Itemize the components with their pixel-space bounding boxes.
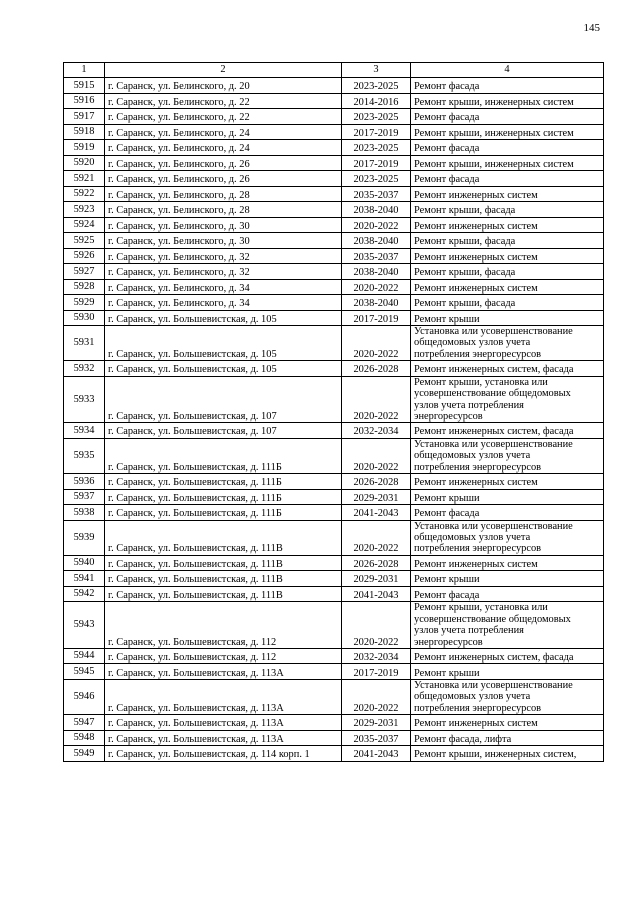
address-cell: г. Саранск, ул. Большевистская, д. 105: [105, 326, 342, 361]
address-cell: г. Саранск, ул. Большевистская, д. 111В: [105, 555, 342, 571]
work-type-cell: Ремонт инженерных систем: [411, 715, 604, 731]
period-cell: 2029-2031: [342, 715, 411, 731]
work-type-cell: Ремонт крыши, установка или усовершенствование общедомовых узлов учета потребления энергоресурсов: [411, 602, 604, 649]
work-type-cell: Ремонт крыши, установка или усовершенствование общедомовых узлов учета потребления энергоресурсов: [411, 376, 604, 423]
work-type-cell: Ремонт фасада: [411, 171, 604, 187]
address-cell: г. Саранск, ул. Большевистская, д. 111В: [105, 571, 342, 587]
row-number: 5919: [64, 140, 105, 156]
row-number: 5949: [64, 746, 105, 762]
row-number: 5922: [64, 186, 105, 202]
address-cell: г. Саранск, ул. Большевистская, д. 111Б: [105, 474, 342, 490]
capital-repair-table: [63, 62, 604, 762]
row-number: 5923: [64, 202, 105, 218]
row-number: 5941: [64, 571, 105, 587]
address-cell: г. Саранск, ул. Белинского, д. 26: [105, 155, 342, 171]
work-type-cell: Ремонт фасада, лифта: [411, 730, 604, 746]
address-cell: г. Саранск, ул. Большевистская, д. 105: [105, 310, 342, 326]
table-row: [64, 279, 604, 295]
period-cell: 2026-2028: [342, 555, 411, 571]
table-row: [64, 438, 604, 473]
period-cell: 2041-2043: [342, 505, 411, 521]
address-cell: г. Саранск, ул. Большевистская, д. 107: [105, 376, 342, 423]
address-cell: г. Саранск, ул. Большевистская, д. 112: [105, 602, 342, 649]
work-type-cell: Ремонт инженерных систем, фасада: [411, 648, 604, 664]
table-row: [64, 171, 604, 187]
period-cell: 2020-2022: [342, 602, 411, 649]
table-row: [64, 648, 604, 664]
period-cell: 2023-2025: [342, 171, 411, 187]
page-number: 145: [583, 22, 600, 34]
row-number: 5916: [64, 93, 105, 109]
address-cell: г. Саранск, ул. Большевистская, д. 111В: [105, 520, 342, 555]
table-row: [64, 202, 604, 218]
work-type-cell: Ремонт инженерных систем, фасада: [411, 423, 604, 439]
row-number: 5933: [64, 376, 105, 423]
header-col-4: 4: [411, 63, 604, 78]
table-row: [64, 571, 604, 587]
work-type-cell: Ремонт инженерных систем: [411, 248, 604, 264]
table-row: [64, 586, 604, 602]
table-row: [64, 520, 604, 555]
row-number: 5915: [64, 78, 105, 94]
work-type-cell: Ремонт инженерных систем: [411, 186, 604, 202]
period-cell: 2023-2025: [342, 78, 411, 94]
table-row: [64, 248, 604, 264]
address-cell: г. Саранск, ул. Большевистская, д. 113А: [105, 679, 342, 714]
row-number: 5940: [64, 555, 105, 571]
row-number: 5945: [64, 664, 105, 680]
row-number: 5936: [64, 474, 105, 490]
row-number: 5921: [64, 171, 105, 187]
work-type-cell: Ремонт крыши, инженерных систем: [411, 124, 604, 140]
work-type-cell: Ремонт фасада: [411, 505, 604, 521]
address-cell: г. Саранск, ул. Большевистская, д. 114 корп. 1: [105, 746, 342, 762]
row-number: 5946: [64, 679, 105, 714]
period-cell: 2041-2043: [342, 746, 411, 762]
table-row: [64, 93, 604, 109]
period-cell: 2020-2022: [342, 679, 411, 714]
work-type-cell: Ремонт крыши: [411, 310, 604, 326]
work-type-cell: Ремонт крыши, инженерных систем,: [411, 746, 604, 762]
table-row: [64, 155, 604, 171]
work-type-cell: Ремонт крыши, инженерных систем: [411, 93, 604, 109]
period-cell: 2038-2040: [342, 202, 411, 218]
table-row: [64, 217, 604, 233]
row-number: 5938: [64, 505, 105, 521]
address-cell: г. Саранск, ул. Белинского, д. 28: [105, 202, 342, 218]
row-number: 5932: [64, 361, 105, 377]
row-number: 5931: [64, 326, 105, 361]
work-type-cell: Ремонт фасада: [411, 140, 604, 156]
header-col-2: 2: [105, 63, 342, 78]
row-number: 5924: [64, 217, 105, 233]
period-cell: 2023-2025: [342, 109, 411, 125]
address-cell: г. Саранск, ул. Белинского, д. 24: [105, 124, 342, 140]
period-cell: 2020-2022: [342, 376, 411, 423]
table-row: [64, 140, 604, 156]
work-type-cell: Ремонт крыши, фасада: [411, 233, 604, 249]
work-type-cell: Ремонт инженерных систем, фасада: [411, 361, 604, 377]
row-number: 5939: [64, 520, 105, 555]
table-row: [64, 602, 604, 649]
period-cell: 2029-2031: [342, 571, 411, 587]
table-row: [64, 505, 604, 521]
work-type-cell: Ремонт крыши, фасада: [411, 202, 604, 218]
address-cell: г. Саранск, ул. Белинского, д. 22: [105, 93, 342, 109]
work-type-cell: Установка или усовершенствование общедомовых узлов учета потребления энергоресурсов: [411, 326, 604, 361]
period-cell: 2017-2019: [342, 664, 411, 680]
table-row: [64, 109, 604, 125]
row-number: 5918: [64, 124, 105, 140]
table-row: [64, 295, 604, 311]
row-number: 5937: [64, 489, 105, 505]
address-cell: г. Саранск, ул. Большевистская, д. 113А: [105, 730, 342, 746]
period-cell: 2017-2019: [342, 124, 411, 140]
row-number: 5944: [64, 648, 105, 664]
table-row: [64, 326, 604, 361]
period-cell: 2026-2028: [342, 474, 411, 490]
row-number: 5935: [64, 438, 105, 473]
address-cell: г. Саранск, ул. Белинского, д. 34: [105, 295, 342, 311]
period-cell: 2032-2034: [342, 423, 411, 439]
period-cell: 2020-2022: [342, 438, 411, 473]
work-type-cell: Ремонт крыши, инженерных систем: [411, 155, 604, 171]
work-type-cell: Ремонт крыши, фасада: [411, 264, 604, 280]
work-type-cell: Ремонт фасада: [411, 109, 604, 125]
address-cell: г. Саранск, ул. Белинского, д. 26: [105, 171, 342, 187]
period-cell: 2035-2037: [342, 186, 411, 202]
table-row: [64, 124, 604, 140]
table-row: [64, 361, 604, 377]
table-row: [64, 376, 604, 423]
work-type-cell: Ремонт фасада: [411, 586, 604, 602]
address-cell: г. Саранск, ул. Большевистская, д. 111Б: [105, 505, 342, 521]
work-type-cell: Установка или усовершенствование общедомовых узлов учета потребления энергоресурсов: [411, 679, 604, 714]
table-row: [64, 233, 604, 249]
address-cell: г. Саранск, ул. Белинского, д. 32: [105, 264, 342, 280]
table-row: [64, 474, 604, 490]
period-cell: 2020-2022: [342, 279, 411, 295]
table-row: [64, 264, 604, 280]
period-cell: 2020-2022: [342, 217, 411, 233]
row-number: 5929: [64, 295, 105, 311]
header-col-3: 3: [342, 63, 411, 78]
header-col-1: 1: [64, 63, 105, 78]
address-cell: г. Саранск, ул. Большевистская, д. 112: [105, 648, 342, 664]
work-type-cell: Установка или усовершенствование общедомовых узлов учета потребления энергоресурсов: [411, 438, 604, 473]
period-cell: 2041-2043: [342, 586, 411, 602]
period-cell: 2017-2019: [342, 155, 411, 171]
work-type-cell: Ремонт крыши: [411, 571, 604, 587]
row-number: 5926: [64, 248, 105, 264]
row-number: 5925: [64, 233, 105, 249]
period-cell: 2023-2025: [342, 140, 411, 156]
period-cell: 2020-2022: [342, 326, 411, 361]
table-row: [64, 78, 604, 94]
period-cell: 2038-2040: [342, 264, 411, 280]
work-type-cell: Ремонт крыши: [411, 489, 604, 505]
row-number: 5927: [64, 264, 105, 280]
period-cell: 2029-2031: [342, 489, 411, 505]
address-cell: г. Саранск, ул. Белинского, д. 22: [105, 109, 342, 125]
address-cell: г. Саранск, ул. Белинского, д. 28: [105, 186, 342, 202]
table-row: [64, 186, 604, 202]
row-number: 5943: [64, 602, 105, 649]
work-type-cell: Ремонт крыши: [411, 664, 604, 680]
work-type-cell: Ремонт фасада: [411, 78, 604, 94]
address-cell: г. Саранск, ул. Белинского, д. 24: [105, 140, 342, 156]
period-cell: 2020-2022: [342, 520, 411, 555]
address-cell: г. Саранск, ул. Большевистская, д. 111Б: [105, 438, 342, 473]
work-type-cell: Ремонт инженерных систем: [411, 217, 604, 233]
table-row: [64, 423, 604, 439]
table-row: [64, 664, 604, 680]
period-cell: 2032-2034: [342, 648, 411, 664]
table-row: [64, 310, 604, 326]
period-cell: 2035-2037: [342, 248, 411, 264]
address-cell: г. Саранск, ул. Большевистская, д. 111Б: [105, 489, 342, 505]
address-cell: г. Саранск, ул. Белинского, д. 30: [105, 233, 342, 249]
period-cell: 2017-2019: [342, 310, 411, 326]
address-cell: г. Саранск, ул. Белинского, д. 34: [105, 279, 342, 295]
address-cell: г. Саранск, ул. Большевистская, д. 107: [105, 423, 342, 439]
table-row: [64, 730, 604, 746]
period-cell: 2035-2037: [342, 730, 411, 746]
row-number: 5930: [64, 310, 105, 326]
period-cell: 2038-2040: [342, 233, 411, 249]
row-number: 5942: [64, 586, 105, 602]
period-cell: 2014-2016: [342, 93, 411, 109]
work-type-cell: Ремонт инженерных систем: [411, 555, 604, 571]
work-type-cell: Ремонт инженерных систем: [411, 279, 604, 295]
table-row: [64, 715, 604, 731]
work-type-cell: Установка или усовершенствование общедомовых узлов учета потребления энергоресурсов: [411, 520, 604, 555]
row-number: 5947: [64, 715, 105, 731]
row-number: 5934: [64, 423, 105, 439]
address-cell: г. Саранск, ул. Белинского, д. 30: [105, 217, 342, 233]
address-cell: г. Саранск, ул. Большевистская, д. 113А: [105, 664, 342, 680]
address-cell: г. Саранск, ул. Большевистская, д. 113А: [105, 715, 342, 731]
header-row: [64, 63, 604, 78]
address-cell: г. Саранск, ул. Белинского, д. 32: [105, 248, 342, 264]
table-row: [64, 746, 604, 762]
address-cell: г. Саранск, ул. Белинского, д. 20: [105, 78, 342, 94]
table-row: [64, 555, 604, 571]
period-cell: 2038-2040: [342, 295, 411, 311]
table-row: [64, 489, 604, 505]
table-body: [64, 63, 604, 762]
row-number: 5920: [64, 155, 105, 171]
row-number: 5928: [64, 279, 105, 295]
work-type-cell: Ремонт крыши, фасада: [411, 295, 604, 311]
period-cell: 2026-2028: [342, 361, 411, 377]
row-number: 5917: [64, 109, 105, 125]
work-type-cell: Ремонт инженерных систем: [411, 474, 604, 490]
table-row: [64, 679, 604, 714]
address-cell: г. Саранск, ул. Большевистская, д. 105: [105, 361, 342, 377]
address-cell: г. Саранск, ул. Большевистская, д. 111В: [105, 586, 342, 602]
row-number: 5948: [64, 730, 105, 746]
